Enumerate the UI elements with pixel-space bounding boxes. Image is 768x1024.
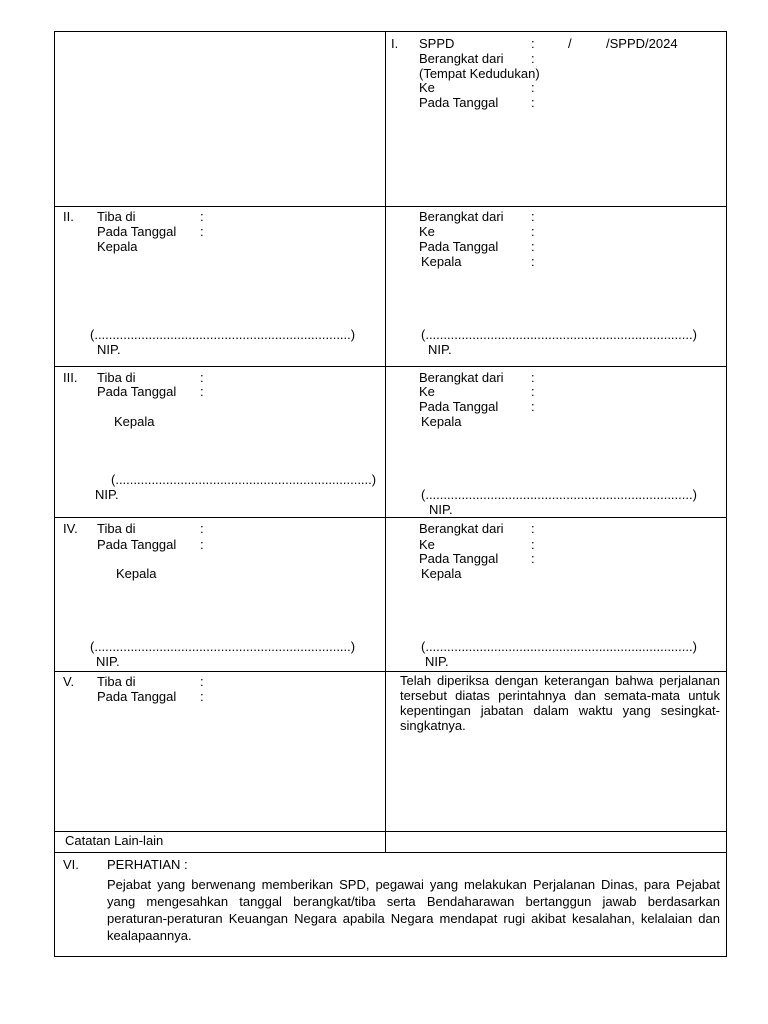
colon: :	[531, 239, 535, 254]
colon: :	[200, 224, 204, 239]
ke-label: Ke	[419, 80, 435, 95]
pada-tanggal-label: Pada Tanggal	[419, 551, 499, 566]
kepala-label: Kepala	[421, 254, 462, 269]
pada-tanggal-label: Pada Tanggal	[97, 689, 177, 704]
colon: :	[531, 370, 535, 385]
nip-label: NIP.	[96, 654, 120, 669]
sppd-slash: /	[568, 36, 572, 51]
colon: :	[200, 521, 204, 536]
kepala-label: Kepala	[421, 414, 462, 429]
sppd-label: SPPD	[419, 36, 455, 51]
row-divider	[55, 831, 726, 832]
berangkat-dari-label: Berangkat dari	[419, 370, 504, 385]
kepala-label: Kepala	[421, 566, 462, 581]
nip-label: NIP.	[428, 342, 452, 357]
signature-line: (..........................................................................)	[421, 327, 697, 342]
tiba-di-label: Tiba di	[97, 209, 136, 224]
colon: :	[531, 80, 535, 95]
colon: :	[200, 689, 204, 704]
nip-label: NIP.	[97, 342, 121, 357]
colon: :	[200, 370, 204, 385]
ke-label: Ke	[419, 224, 435, 239]
kepala-label: Kepala	[97, 239, 138, 254]
signature-line: (.......................................................................)	[111, 472, 377, 487]
signature-line: (..........................................................................)	[421, 639, 697, 654]
tiba-di-label: Tiba di	[97, 674, 136, 689]
colon: :	[200, 209, 204, 224]
colon: :	[200, 384, 204, 399]
perhatian-title: PERHATIAN :	[107, 857, 188, 872]
nip-label: NIP.	[95, 487, 119, 502]
tiba-di-label: Tiba di	[97, 521, 136, 536]
pada-tanggal-label: Pada Tanggal	[419, 239, 499, 254]
sppd-number-suffix: /SPPD/2024	[606, 36, 678, 51]
row-divider	[55, 671, 726, 672]
ke-label: Ke	[419, 384, 435, 399]
tempat-kedudukan-label: (Tempat Kedudukan)	[419, 66, 540, 81]
pada-tanggal-label: Pada Tanggal	[97, 537, 177, 552]
berangkat-dari-label: Berangkat dari	[419, 209, 504, 224]
column-divider	[385, 32, 386, 852]
section-number: V.	[63, 674, 75, 689]
section-number: III.	[63, 370, 78, 385]
row-divider	[55, 206, 726, 207]
colon: :	[531, 384, 535, 399]
colon: :	[531, 521, 535, 536]
colon: :	[531, 51, 535, 66]
nip-label: NIP.	[425, 654, 449, 669]
section-number: I.	[391, 36, 399, 51]
tiba-di-label: Tiba di	[97, 370, 136, 385]
signature-line: (.......................................................................)	[90, 327, 356, 342]
berangkat-dari-label: Berangkat dari	[419, 51, 504, 66]
row-divider	[55, 366, 726, 367]
colon: :	[531, 209, 535, 224]
colon: :	[531, 36, 535, 51]
berangkat-dari-label: Berangkat dari	[419, 521, 504, 536]
perhatian-text: Pejabat yang berwenang memberikan SPD, pegawai yang melakukan Perjalanan Dinas, para Pejabat yang mengesahkan tanggal berangkat/tiba serta Bendaharawan bertanggun jawab berdasarkan peraturan-peraturan Keuangan Negara apabila Negara mendapat rugi akibat kesalahan, kelalaian dan kealapaannya.	[107, 877, 720, 943]
pada-tanggal-label: Pada Tanggal	[419, 95, 499, 110]
verification-statement: Telah diperiksa dengan keterangan bahwa perjalanan tersebut diatas perintahnya dan semata-mata untuk kepentingan jabatan dalam waktu yang sesingkat-singkatnya.	[400, 673, 720, 733]
pada-tanggal-label: Pada Tanggal	[97, 384, 177, 399]
colon: :	[531, 95, 535, 110]
catatan-label: Catatan Lain-lain	[65, 833, 164, 848]
kepala-label: Kepala	[116, 566, 157, 581]
pada-tanggal-label: Pada Tanggal	[97, 224, 177, 239]
colon: :	[200, 674, 204, 689]
colon: :	[531, 537, 535, 552]
signature-line: (.......................................................................)	[90, 639, 356, 654]
pada-tanggal-label: Pada Tanggal	[419, 399, 499, 414]
signature-line: (..........................................................................)	[421, 487, 697, 502]
kepala-label: Kepala	[114, 414, 155, 429]
section-number: IV.	[63, 521, 78, 536]
section-number: II.	[63, 209, 74, 224]
row-divider	[55, 517, 726, 518]
colon: :	[531, 551, 535, 566]
section-number: VI.	[63, 857, 79, 872]
row-divider	[55, 852, 726, 853]
colon: :	[531, 254, 535, 269]
colon: :	[200, 537, 204, 552]
colon: :	[531, 224, 535, 239]
colon: :	[531, 399, 535, 414]
ke-label: Ke	[419, 537, 435, 552]
nip-label: NIP.	[429, 502, 453, 517]
